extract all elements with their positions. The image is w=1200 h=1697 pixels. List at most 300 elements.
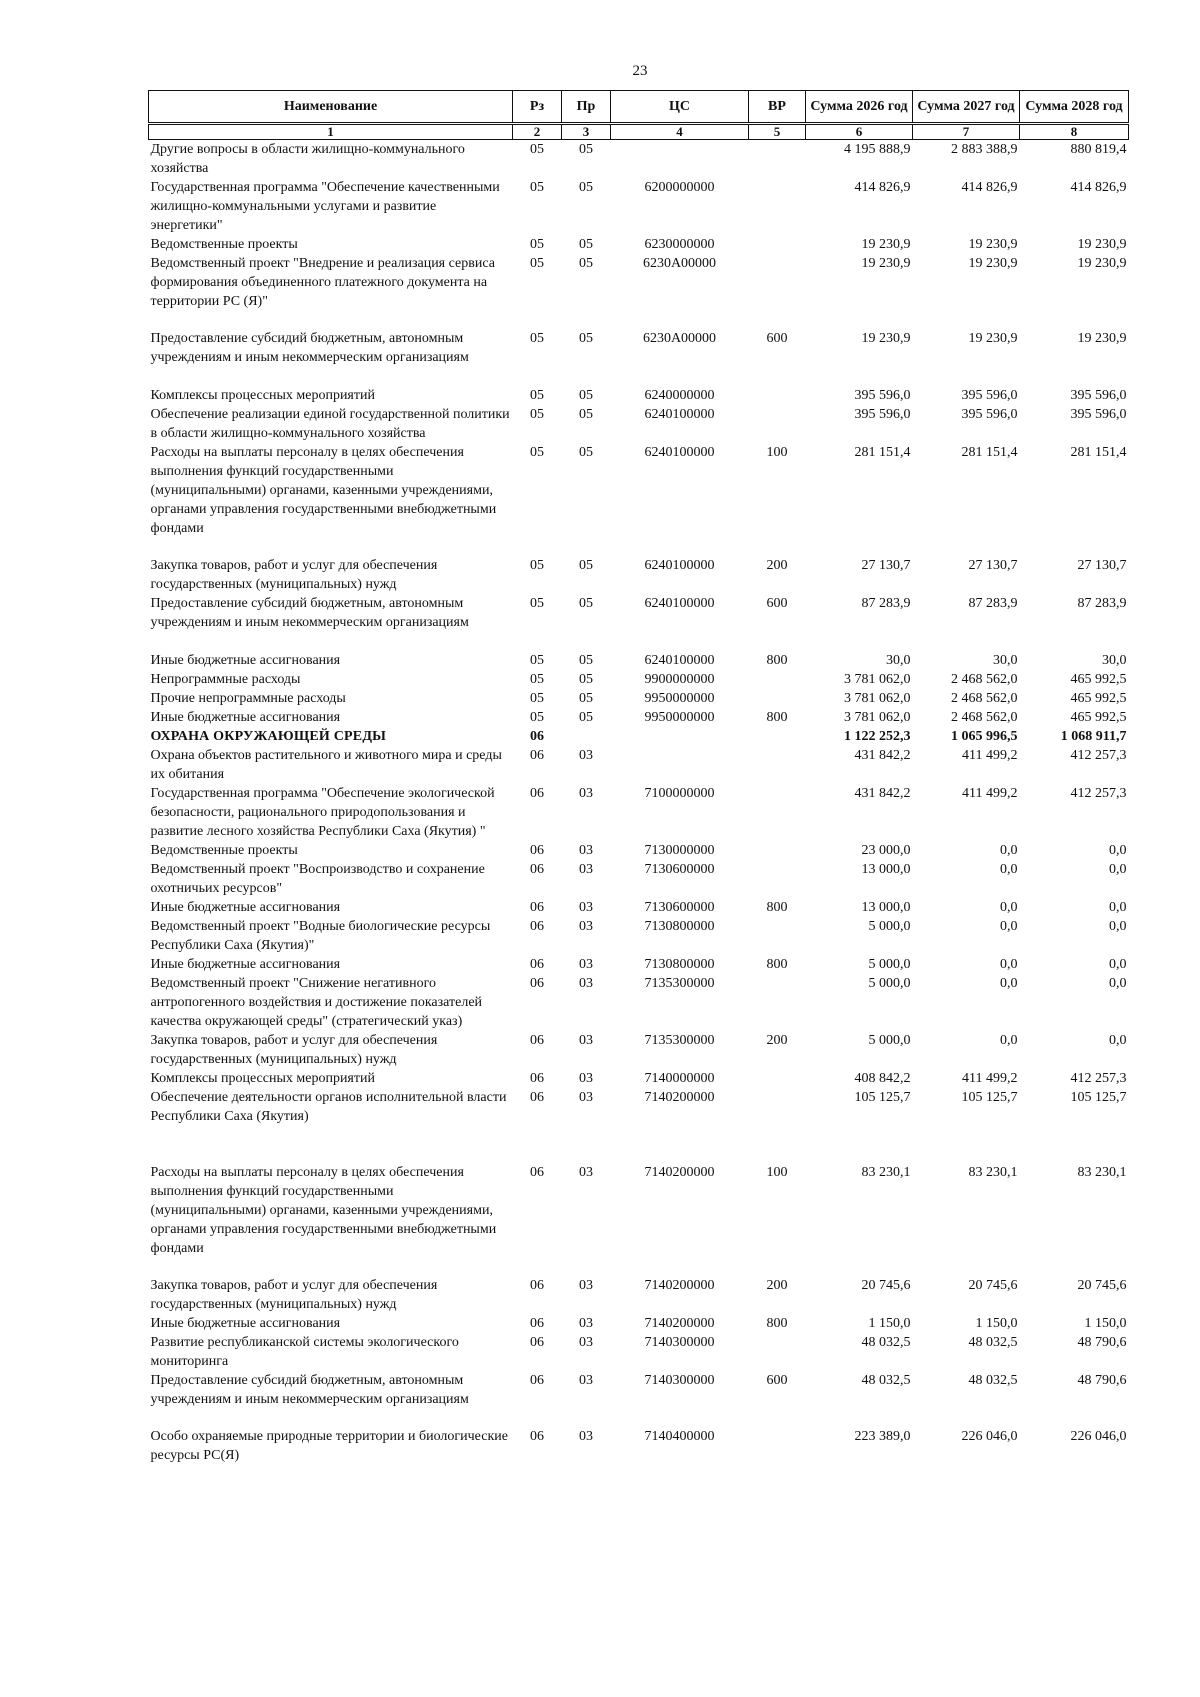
row-name: Ведомственный проект "Воспроизводство и сохранение охотничьих ресурсов"	[150, 862, 485, 896]
table-row	[149, 178, 1129, 235]
row-sum-2028: 0,0	[1109, 957, 1127, 972]
row-name: Ведомственный проект "Внедрение и реализация сервиса формирования объединенного платежного документа на территории РС (Я)"	[150, 256, 495, 309]
table-row	[149, 594, 1129, 651]
row-sum-2028: 19 230,9	[1077, 237, 1127, 252]
header-rz: Рз	[513, 91, 562, 124]
row-sum-2027: 0,0	[1000, 862, 1018, 877]
row-sum-2026: 30,0	[886, 653, 911, 668]
row-sum-2027: 27 130,7	[968, 558, 1018, 573]
row-sum-2026: 414 826,9	[854, 180, 911, 195]
row-name: Иные бюджетные ассигнования	[150, 957, 341, 972]
row-name: Ведомственные проекты	[150, 843, 298, 858]
row-pr: 03	[579, 1335, 593, 1350]
row-rz: 06	[530, 1335, 544, 1350]
row-sum-2027: 411 499,2	[962, 786, 1018, 801]
row-name: Комплексы процессных мероприятий	[150, 388, 375, 403]
row-pr: 05	[579, 237, 593, 252]
row-name: Предоставление субсидий бюджетным, автономным учреждениям и иным некоммерческим организациям	[150, 596, 469, 630]
row-rz: 05	[530, 407, 544, 422]
row-sum-2028: 27 130,7	[1077, 558, 1127, 573]
row-cs: 7130600000	[644, 862, 715, 877]
row-name: Иные бюджетные ассигнования	[150, 710, 341, 725]
row-rz: 06	[530, 748, 544, 763]
header-pr: Пр	[562, 91, 611, 124]
row-name: Предоставление субсидий бюджетным, автономным учреждениям и иным некоммерческим организациям	[150, 1373, 469, 1407]
row-pr: 03	[579, 843, 593, 858]
header-sum-2027: Сумма 2027 год	[913, 91, 1020, 124]
row-sum-2026: 408 842,2	[854, 1071, 911, 1086]
row-sum-2027: 395 596,0	[961, 407, 1018, 422]
row-rz: 05	[530, 180, 544, 195]
column-number: 1	[149, 124, 513, 140]
table-row	[149, 443, 1129, 556]
column-number: 3	[562, 124, 611, 140]
row-vr: 600	[766, 1373, 788, 1388]
row-sum-2027: 19 230,9	[968, 256, 1018, 271]
row-sum-2028: 83 230,1	[1077, 1165, 1127, 1180]
row-sum-2026: 19 230,9	[861, 331, 911, 346]
row-sum-2026: 13 000,0	[861, 900, 911, 915]
column-number: 6	[806, 124, 913, 140]
table-row	[149, 1314, 1129, 1333]
table-row	[149, 651, 1129, 670]
row-sum-2026: 105 125,7	[854, 1090, 911, 1105]
row-sum-2026: 20 745,6	[861, 1278, 911, 1293]
row-cs: 7140000000	[644, 1071, 715, 1086]
table-row	[149, 860, 1129, 898]
table-row	[149, 670, 1129, 689]
row-sum-2026: 223 389,0	[854, 1429, 911, 1444]
row-rz: 06	[530, 1165, 544, 1180]
table-row	[149, 1031, 1129, 1069]
header-vr: ВР	[749, 91, 806, 124]
row-vr	[749, 841, 806, 860]
row-pr: 05	[579, 445, 593, 460]
table-row	[149, 746, 1129, 784]
row-cs: 7140300000	[644, 1373, 715, 1388]
row-cs: 9950000000	[644, 691, 715, 706]
row-sum-2028: 1 068 911,7	[1060, 729, 1127, 744]
row-rz: 05	[530, 558, 544, 573]
row-cs: 7140200000	[644, 1316, 715, 1331]
row-sum-2026: 5 000,0	[868, 976, 911, 991]
row-name: Обеспечение деятельности органов исполнительной власти Республики Саха (Якутия)	[150, 1090, 507, 1124]
row-cs: 6240100000	[644, 653, 715, 668]
table-row	[149, 140, 1129, 179]
row-sum-2026: 19 230,9	[861, 256, 911, 271]
row-vr: 600	[766, 596, 788, 611]
row-name: Обеспечение реализации единой государственной политики в области жилищно-коммунального хозяйства	[150, 407, 510, 441]
row-sum-2028: 465 992,5	[1070, 691, 1127, 706]
row-sum-2027: 2 883 388,9	[951, 142, 1018, 157]
row-sum-2027: 83 230,1	[968, 1165, 1018, 1180]
row-pr: 03	[579, 1278, 593, 1293]
row-cs: 6240000000	[644, 388, 715, 403]
row-sum-2026: 1 122 252,3	[844, 729, 911, 744]
row-sum-2028: 412 257,3	[1070, 786, 1127, 801]
row-vr	[749, 1333, 806, 1371]
row-vr	[749, 727, 806, 746]
row-sum-2028: 0,0	[1109, 862, 1127, 877]
row-cs: 7130800000	[644, 919, 715, 934]
row-sum-2028: 19 230,9	[1077, 256, 1127, 271]
row-sum-2028: 0,0	[1109, 919, 1127, 934]
row-rz: 06	[530, 976, 544, 991]
row-rz: 06	[530, 1071, 544, 1086]
row-pr: 05	[579, 142, 593, 157]
row-cs: 9950000000	[644, 710, 715, 725]
row-vr	[749, 784, 806, 841]
row-pr: 03	[579, 976, 593, 991]
row-sum-2028: 30,0	[1102, 653, 1127, 668]
row-sum-2026: 83 230,1	[861, 1165, 911, 1180]
row-sum-2028: 48 790,6	[1077, 1335, 1127, 1350]
row-cs	[611, 727, 749, 746]
budget-table	[148, 90, 1129, 1465]
row-pr: 03	[579, 862, 593, 877]
row-cs: 6230000000	[644, 237, 715, 252]
row-sum-2028: 281 151,4	[1070, 445, 1127, 460]
row-vr: 800	[766, 710, 788, 725]
table-row	[149, 1276, 1129, 1314]
row-vr: 800	[766, 900, 788, 915]
row-sum-2026: 5 000,0	[868, 919, 911, 934]
row-cs: 9900000000	[644, 672, 715, 687]
row-sum-2026: 48 032,5	[861, 1335, 911, 1350]
row-sum-2028: 412 257,3	[1070, 1071, 1127, 1086]
row-sum-2027: 20 745,6	[968, 1278, 1018, 1293]
row-pr: 03	[579, 919, 593, 934]
row-name: Комплексы процессных мероприятий	[150, 1071, 375, 1086]
header-row	[149, 91, 1129, 124]
table-row	[149, 1163, 1129, 1276]
row-sum-2028: 20 745,6	[1077, 1278, 1127, 1293]
row-sum-2027: 2 468 562,0	[951, 691, 1018, 706]
row-sum-2026: 48 032,5	[861, 1373, 911, 1388]
row-name: Закупка товаров, работ и услуг для обеспечения государственных (муниципальных) нужд	[150, 1033, 438, 1067]
row-pr: 05	[579, 710, 593, 725]
page-number: 23	[632, 63, 648, 79]
row-rz: 06	[530, 843, 544, 858]
row-cs: 6240100000	[644, 558, 715, 573]
row-vr	[749, 235, 806, 254]
row-vr	[749, 689, 806, 708]
row-sum-2027: 48 032,5	[968, 1373, 1018, 1388]
row-pr: 05	[579, 180, 593, 195]
row-sum-2026: 395 596,0	[854, 388, 911, 403]
table-row	[149, 1371, 1129, 1427]
row-cs	[611, 140, 749, 179]
row-pr: 03	[579, 748, 593, 763]
row-rz: 06	[530, 862, 544, 877]
row-rz: 05	[530, 653, 544, 668]
row-name: Особо охраняемые природные территории и биологические ресурсы РС(Я)	[150, 1429, 508, 1463]
row-pr: 03	[579, 1033, 593, 1048]
row-pr: 05	[579, 653, 593, 668]
row-sum-2027: 19 230,9	[968, 237, 1018, 252]
header-cs: ЦС	[611, 91, 749, 124]
row-pr: 05	[579, 558, 593, 573]
row-rz: 06	[530, 786, 544, 801]
row-sum-2026: 3 781 062,0	[844, 691, 911, 706]
row-cs: 6200000000	[644, 180, 715, 195]
row-rz: 05	[530, 710, 544, 725]
row-rz: 06	[530, 729, 544, 744]
header-sum-2026: Сумма 2026 год	[806, 91, 913, 124]
column-number: 5	[749, 124, 806, 140]
table-row	[149, 841, 1129, 860]
row-pr: 03	[579, 1429, 593, 1444]
row-vr	[749, 140, 806, 179]
row-vr	[749, 1427, 806, 1465]
row-rz: 06	[530, 1429, 544, 1444]
row-sum-2026: 5 000,0	[868, 957, 911, 972]
row-vr	[749, 1069, 806, 1088]
row-pr: 03	[579, 1165, 593, 1180]
row-pr: 03	[579, 786, 593, 801]
row-name: Иные бюджетные ассигнования	[150, 653, 341, 668]
row-sum-2027: 1 065 996,5	[951, 729, 1018, 744]
column-number: 2	[513, 124, 562, 140]
row-sum-2028: 1 150,0	[1084, 1316, 1127, 1331]
row-rz: 05	[530, 142, 544, 157]
row-sum-2027: 395 596,0	[961, 388, 1018, 403]
row-cs: 7140200000	[644, 1090, 715, 1105]
row-sum-2026: 3 781 062,0	[844, 710, 911, 725]
column-number: 8	[1020, 124, 1129, 140]
row-sum-2026: 5 000,0	[868, 1033, 911, 1048]
row-name: Предоставление субсидий бюджетным, автономным учреждениям и иным некоммерческим организациям	[150, 331, 469, 365]
row-sum-2027: 0,0	[1000, 843, 1018, 858]
row-pr: 03	[579, 900, 593, 915]
row-sum-2028: 880 819,4	[1070, 142, 1127, 157]
table-row	[149, 784, 1129, 841]
row-cs: 7135300000	[644, 976, 715, 991]
row-pr: 05	[579, 407, 593, 422]
row-pr: 03	[579, 1373, 593, 1388]
table-row	[149, 1333, 1129, 1371]
row-vr	[749, 974, 806, 1031]
row-sum-2027: 226 046,0	[961, 1429, 1018, 1444]
table-row	[149, 708, 1129, 727]
row-vr	[749, 405, 806, 443]
table-row	[149, 689, 1129, 708]
row-vr: 100	[766, 1165, 788, 1180]
table-row	[149, 898, 1129, 917]
row-cs: 7130600000	[644, 900, 715, 915]
row-vr: 800	[766, 1316, 788, 1331]
row-rz: 05	[530, 237, 544, 252]
row-vr: 100	[766, 445, 788, 460]
row-pr	[562, 727, 611, 746]
header-name: Наименование	[149, 91, 513, 124]
row-name: Прочие непрограммные расходы	[150, 691, 346, 706]
row-sum-2027: 0,0	[1000, 919, 1018, 934]
row-name: Ведомственный проект "Водные биологические ресурсы Республики Саха (Якутия)"	[150, 919, 491, 953]
row-sum-2027: 2 468 562,0	[951, 672, 1018, 687]
row-pr: 05	[579, 672, 593, 687]
row-sum-2028: 87 283,9	[1077, 596, 1127, 611]
row-rz: 05	[530, 331, 544, 346]
row-name: Иные бюджетные ассигнования	[150, 900, 341, 915]
row-sum-2026: 431 842,2	[854, 748, 911, 763]
row-sum-2026: 4 195 888,9	[844, 142, 911, 157]
row-rz: 05	[530, 672, 544, 687]
table-row	[149, 1069, 1129, 1088]
row-sum-2026: 23 000,0	[861, 843, 911, 858]
column-number: 7	[913, 124, 1020, 140]
row-pr: 05	[579, 331, 593, 346]
row-sum-2027: 87 283,9	[968, 596, 1018, 611]
row-cs: 7130800000	[644, 957, 715, 972]
row-sum-2028: 0,0	[1109, 1033, 1127, 1048]
table-row	[149, 329, 1129, 386]
column-number: 4	[611, 124, 749, 140]
row-cs: 7130000000	[644, 843, 715, 858]
row-sum-2028: 465 992,5	[1070, 672, 1127, 687]
row-vr	[749, 746, 806, 784]
row-name: Закупка товаров, работ и услуг для обеспечения государственных (муниципальных) нужд	[150, 558, 438, 592]
row-sum-2026: 87 283,9	[861, 596, 911, 611]
row-sum-2027: 19 230,9	[968, 331, 1018, 346]
table-row	[149, 1427, 1129, 1465]
table-row	[149, 1088, 1129, 1163]
row-vr	[749, 917, 806, 955]
row-cs: 7140300000	[644, 1335, 715, 1350]
row-sum-2027: 48 032,5	[968, 1335, 1018, 1350]
row-sum-2026: 13 000,0	[861, 862, 911, 877]
row-sum-2026: 281 151,4	[854, 445, 911, 460]
row-pr: 05	[579, 596, 593, 611]
row-pr: 05	[579, 691, 593, 706]
row-sum-2026: 395 596,0	[854, 407, 911, 422]
row-sum-2027: 105 125,7	[961, 1090, 1018, 1105]
row-rz: 05	[530, 596, 544, 611]
row-name: Охрана объектов растительного и животного мира и среды их обитания	[150, 748, 502, 782]
row-sum-2027: 411 499,2	[962, 1071, 1018, 1086]
row-rz: 06	[530, 900, 544, 915]
row-name: Другие вопросы в области жилищно-коммунального хозяйства	[150, 142, 465, 176]
row-rz: 06	[530, 1033, 544, 1048]
row-name: Государственная программа "Обеспечение качественными жилищно-коммунальными услугами и развитие энергетики"	[150, 180, 500, 233]
row-pr: 03	[579, 1071, 593, 1086]
row-cs: 6230А00000	[642, 256, 717, 271]
row-cs: 6240100000	[644, 596, 715, 611]
row-vr	[749, 254, 806, 329]
row-sum-2027: 0,0	[1000, 1033, 1018, 1048]
table-row	[149, 955, 1129, 974]
row-sum-2026: 1 150,0	[868, 1316, 911, 1331]
row-sum-2028: 395 596,0	[1070, 407, 1127, 422]
table-row	[149, 386, 1129, 405]
row-cs: 6230А00000	[642, 331, 717, 346]
row-pr: 05	[579, 388, 593, 403]
row-pr: 03	[579, 1316, 593, 1331]
row-vr	[749, 178, 806, 235]
row-sum-2026: 19 230,9	[861, 237, 911, 252]
table-row	[149, 727, 1129, 746]
table-row	[149, 405, 1129, 443]
row-vr	[749, 386, 806, 405]
row-sum-2028: 48 790,6	[1077, 1373, 1127, 1388]
row-sum-2027: 30,0	[993, 653, 1018, 668]
row-cs	[611, 746, 749, 784]
table-row	[149, 556, 1129, 594]
row-sum-2027: 2 468 562,0	[951, 710, 1018, 725]
row-sum-2028: 105 125,7	[1070, 1090, 1127, 1105]
row-name: Расходы на выплаты персоналу в целях обеспечения выполнения функций государственными (муниципальными) органами, казенными учреждениями, органами управления государственными внебюджетными фондами	[150, 1165, 497, 1256]
row-sum-2028: 19 230,9	[1077, 331, 1127, 346]
row-sum-2027: 0,0	[1000, 957, 1018, 972]
row-sum-2027: 414 826,9	[961, 180, 1018, 195]
row-sum-2028: 465 992,5	[1070, 710, 1127, 725]
row-rz: 05	[530, 691, 544, 706]
row-sum-2026: 3 781 062,0	[844, 672, 911, 687]
row-cs: 7140400000	[644, 1429, 715, 1444]
row-sum-2027: 411 499,2	[962, 748, 1018, 763]
row-rz: 06	[530, 919, 544, 934]
row-sum-2027: 1 150,0	[975, 1316, 1018, 1331]
row-sum-2028: 0,0	[1109, 900, 1127, 915]
row-vr: 800	[766, 653, 788, 668]
row-cs: 7140200000	[644, 1278, 715, 1293]
header-sum-2028: Сумма 2028 год	[1020, 91, 1129, 124]
row-name: ОХРАНА ОКРУЖАЮЩЕЙ СРЕДЫ	[150, 729, 387, 744]
row-rz: 06	[530, 957, 544, 972]
table-row	[149, 235, 1129, 254]
row-cs: 7140200000	[644, 1165, 715, 1180]
row-vr: 800	[766, 957, 788, 972]
row-name: Государственная программа "Обеспечение экологической безопасности, рационального природопользования и развитие лесного хозяйства Республики Саха (Якутия) "	[150, 786, 495, 839]
row-sum-2028: 395 596,0	[1070, 388, 1127, 403]
row-sum-2028: 412 257,3	[1070, 748, 1127, 763]
row-sum-2028: 414 826,9	[1070, 180, 1127, 195]
row-sum-2028: 0,0	[1109, 976, 1127, 991]
row-name: Закупка товаров, работ и услуг для обеспечения государственных (муниципальных) нужд	[150, 1278, 438, 1312]
row-vr	[749, 860, 806, 898]
row-sum-2026: 431 842,2	[854, 786, 911, 801]
row-pr: 03	[579, 957, 593, 972]
row-cs: 7135300000	[644, 1033, 715, 1048]
row-sum-2027: 0,0	[1000, 900, 1018, 915]
row-vr	[749, 1088, 806, 1163]
row-vr: 200	[766, 558, 788, 573]
row-cs: 7100000000	[644, 786, 715, 801]
row-pr: 05	[579, 256, 593, 271]
row-sum-2028: 226 046,0	[1070, 1429, 1127, 1444]
column-number-row	[149, 124, 1129, 140]
row-name: Ведомственный проект "Снижение негативного антропогенного воздействия и достижение показателей качества окружающей среды" (стратегический указ)	[150, 976, 483, 1029]
table-row	[149, 917, 1129, 955]
row-rz: 06	[530, 1373, 544, 1388]
row-cs: 6240100000	[644, 445, 715, 460]
row-sum-2027: 281 151,4	[961, 445, 1018, 460]
row-vr: 200	[766, 1033, 788, 1048]
row-vr	[749, 670, 806, 689]
row-vr: 200	[766, 1278, 788, 1293]
row-name: Иные бюджетные ассигнования	[150, 1316, 341, 1331]
row-rz: 06	[530, 1090, 544, 1105]
row-cs: 6240100000	[644, 407, 715, 422]
row-name: Развитие республиканской системы экологического мониторинга	[150, 1335, 459, 1369]
table-row	[149, 254, 1129, 329]
row-rz: 06	[530, 1316, 544, 1331]
table-row	[149, 974, 1129, 1031]
row-rz: 06	[530, 1278, 544, 1293]
row-rz: 05	[530, 388, 544, 403]
row-sum-2026: 27 130,7	[861, 558, 911, 573]
row-vr: 600	[766, 331, 788, 346]
